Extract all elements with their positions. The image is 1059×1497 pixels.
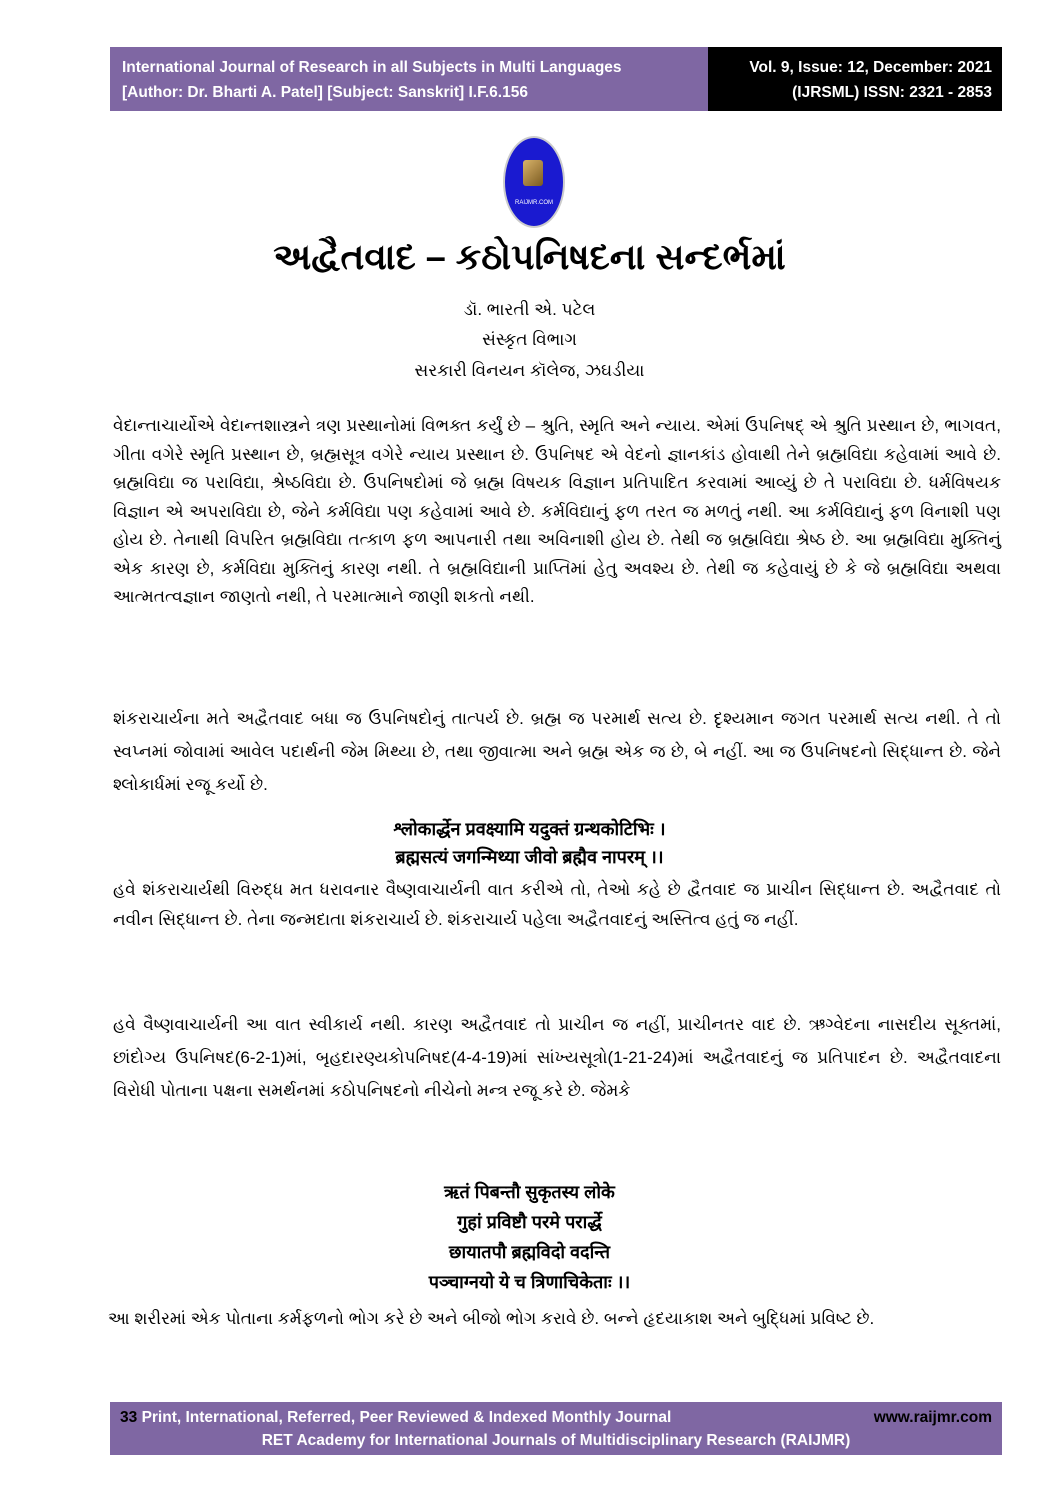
paragraph-4: હવે વૈષ્ણવાચાર્યની આ વાત સ્વીકાર્ય નથી. કારણ અદ્વૈતવાદ તો પ્રાચીન જ નહીં, પ્રાચીનતર વાદ છે. ઋગ્વેદના નાસદીય સૂક્તમાં, છાંદોગ્ય ઉપનિષદ(6-2-1)માં, બૃહદારણ્યકોપનિષદ(4-4-19)માં સાંખ્યસૂત્રો(1-21-24)માં અદ્વૈતવાદનું જ પ્રતિપાદન છે. અદ્વૈતવાદના વિરોધી પોતાના પક્ષના સમર્થનમાં કઠોપનિષદનો નીચેનો મન્ત્ર રજૂ કરે છે. જેમકે (113, 1015, 1001, 1100)
raijmr-logo (503, 136, 565, 228)
verse-line: ब्रह्मसत्यं जगन्मिथ्या जीवो ब्रह्मैव नापरम् ।। (395, 847, 664, 867)
verse-line: गुहां प्रविष्टौ परमे परार्द्धे (457, 1212, 602, 1232)
paragraph-2: શંકરાચાર્યના મતે અદ્વૈતવાદ બધા જ ઉપનિષદોનું તાત્પર્ય છે. બ્રહ્મ જ પરમાર્થ સત્ય છે. દૃશ્યમાન જગત પરમાર્થ સત્ય નથી. તે તો સ્વપ્નમાં જોવામાં આવેલ પદાર્થની જેમ મિથ્યા છે, તથા જીવાત્મા અને બ્રહ્મ એક જ છે, બે નહીં. આ જ ઉપનિષદનો સિદ્ધાન્ત છે. જેને શ્લોકાર્ધમાં રજૂ કર્યો છે. (113, 709, 1001, 794)
author-subject-line: [Author: Dr. Bharti A. Patel] [Subject: Sanskrit] I.F.6.156 (122, 84, 528, 101)
page-number: 33 (120, 1409, 138, 1426)
website-link[interactable]: www.raijmr.com (873, 1409, 992, 1426)
paragraph-5: આ શરીરમાં એક પોતાના કર્મફળનો ભોગ કરે છે અને બીજો ભોગ કરાવે છે. બન્ને હૃદયાકાશ અને બુદ્ધિમાં પ્રવિષ્ટ છે. (108, 1309, 875, 1328)
logo-text: RAIJMR.COM (515, 200, 553, 206)
journal-header (110, 47, 1002, 111)
volume-issue: Vol. 9, Issue: 12, December: 2021 (749, 59, 992, 76)
verse-line: पञ्चाग्नयो ये च त्रिणाचिकेताः ।। (428, 1272, 631, 1292)
paragraph-1: વેદાન્તાચાર્યોએ વેદાન્તશાસ્ત્રને ત્રણ પ્રસ્થાનોમાં વિભક્ત કર્યું છે – શ્રુતિ, સ્મૃતિ અને ન્યાય. એમાં ઉપનિષદ્ એ શ્રુતિ પ્રસ્થાન છે, ભાગવત, ગીતા વગેરે સ્મૃતિ પ્રસ્થાન છે, બ્રહ્મસૂત્ર વગેરે ન્યાય પ્રસ્થાન છે. ઉપનિષદ એ વેદનો જ્ઞાનકાંડ હોવાથી તેને બ્રહ્મવિદ્યા કહેવામાં આવે છે. બ્રહ્મવિદ્યા જ પરાવિદ્યા, શ્રેષ્ઠવિદ્યા છે. ઉપનિષદોમાં જે બ્રહ્મ વિષયક વિજ્ઞાન પ્રતિપાદિત કરવામાં આવ્યું છે તે પરાવિદ્યા છે. ધર્મવિષયક વિજ્ઞાન એ અપરાવિદ્યા છે, જેને કર્મવિદ્યા પણ કહેવામાં આવે છે. કર્મવિદ્યાનું ફળ તરત જ મળતું નથી. આ કર્મવિદ્યાનું ફળ વિનાશી પણ હોય છે. તેનાથી વિપરિત બ્રહ્મવિદ્યા તત્કાળ ફળ આપનારી તથા અવિનાશી હોય છે. તેથી જ બ્રહ્મવિદ્યા શ્રેષ્ઠ છે. આ બ્રહ્મવિદ્યા મુક્તિનું એક કારણ છે, કર્મવિદ્યા મુક્તિનું કારણ નથી. તે બ્રહ્મવિદ્યાની પ્રાપ્તિમાં હેતુ અવશ્ય છે. તેથી જ કહેવાયું છે કે જે બ્રહ્મવિદ્યા અથવા આત્મતત્વજ્ઞાન જાણતો નથી, તે પરમાત્માને જાણી શકતો નથી. (113, 416, 1001, 606)
author-college: સરકારી વિનયન કૉલેજ, ઝઘડીયા (414, 361, 645, 380)
journal-name: International Journal of Research in all Subjects in Multi Languages (122, 59, 622, 76)
header-left (110, 47, 708, 111)
article-title: અદ્વૈતવાદ – કઠોપનિષદના સન્દર્ભમાં (273, 236, 786, 277)
verse-line: ऋतं पिबन्तौ सुकृतस्य लोके (444, 1182, 615, 1202)
paragraph-3: હવે શંકરાચાર્યથી વિરુદ્ધ મત ધરાવનાર વૈષ્ણવાચાર્યની વાત કરીએ તો, તેઓ કહે છે દ્વૈતવાદ જ પ્રાચીન સિદ્ધાન્ત છે. અદ્વૈતવાદ તો નવીન સિદ્ધાન્ત છે. તેના જન્મદાતા શંકરાચાર્ય છે. શંકરાચાર્ય પહેલા અદ્વૈતવાદનું અસ્તિત્વ હતું જ નહીં. (113, 880, 1001, 929)
author-name: ડૉ. ભારતી એ. પટેલ (463, 300, 596, 319)
header-right (708, 47, 1002, 111)
footer-line-2: RET Academy for International Journals of Multidisciplinary Research (RAIJMR) (261, 1432, 851, 1449)
footer-line-1: Print, International, Referred, Peer Reviewed & Indexed Monthly Journal (141, 1409, 672, 1426)
verse-line: छायातपौ ब्रह्मविदो वदन्ति (448, 1242, 611, 1262)
author-department: સંસ્કૃત વિભાગ (482, 330, 577, 349)
scroll-quill-icon (523, 160, 543, 186)
issn: (IJRSML) ISSN: 2321 - 2853 (792, 84, 992, 101)
verse-line: श्लोकार्द्धेन प्रवक्ष्यामि यदुक्तं ग्रन्थकोटिभिः । (393, 819, 666, 839)
journal-footer (110, 1402, 1002, 1455)
